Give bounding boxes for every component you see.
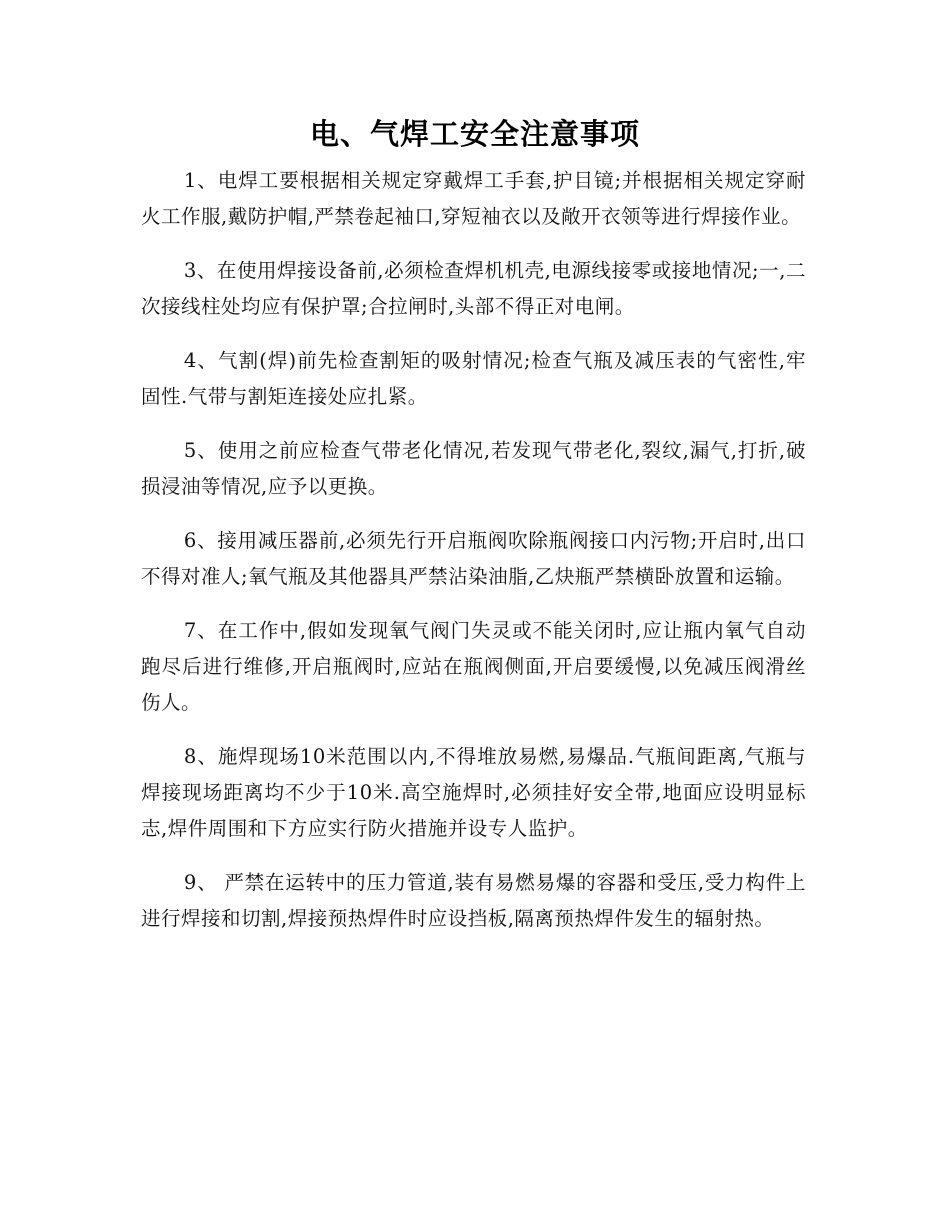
paragraph-7: 7、在工作中,假如发现氧气阀门失灵或不能关闭时,应让瓶内氧气自动跑尽后进行维修,开启瓶阀时,应站在瓶阀侧面,开启要缓慢,以免减压阀滑丝伤人。 bbox=[141, 619, 806, 714]
paragraph-4: 4、气割(焊)前先检查割矩的吸射情况;检查气瓶及减压表的气密性,牢固性.气带与割矩连接处应扎紧。 bbox=[141, 349, 806, 408]
paragraph-6: 6、接用减压器前,必须先行开启瓶阀吹除瓶阀接口内污物;开启时,出口不得对准人;氧气瓶及其他器具严禁沾染油脂,乙炔瓶严禁横卧放置和运输。 bbox=[141, 529, 806, 588]
paragraph-3: 3、在使用焊接设备前,必须检查焊机机壳,电源线接零或接地情况;一,二次接线柱处均应有保护罩;合拉闸时,头部不得正对电闸。 bbox=[141, 259, 806, 318]
paragraph-1: 1、电焊工要根据相关规定穿戴焊工手套,护目镜;并根据相关规定穿耐火工作服,戴防护帽,严禁卷起袖口,穿短袖衣以及敞开衣领等进行焊接作业。 bbox=[141, 169, 806, 228]
paragraph-9: 9、 严禁在运转中的压力管道,装有易燃易爆的容器和受压,受力构件上进行焊接和切割,焊接预热焊件时应设挡板,隔离预热焊件发生的辐射热。 bbox=[141, 871, 806, 930]
document-body bbox=[141, 163, 806, 955]
paragraph-8: 8、施焊现场10米范围以内,不得堆放易燃,易爆品.气瓶间距离,气瓶与焊接现场距离均不少于10米.高空施焊时,必须挂好安全带,地面应设明显标志,焊件周围和下方应实行防火措施并设专人监护。 bbox=[141, 745, 806, 840]
paragraph-5: 5、使用之前应检查气带老化情况,若发现气带老化,裂纹,漏气,打折,破损浸油等情况,应予以更换。 bbox=[141, 439, 806, 498]
page-title: 电、气焊工安全注意事项 bbox=[309, 117, 640, 151]
